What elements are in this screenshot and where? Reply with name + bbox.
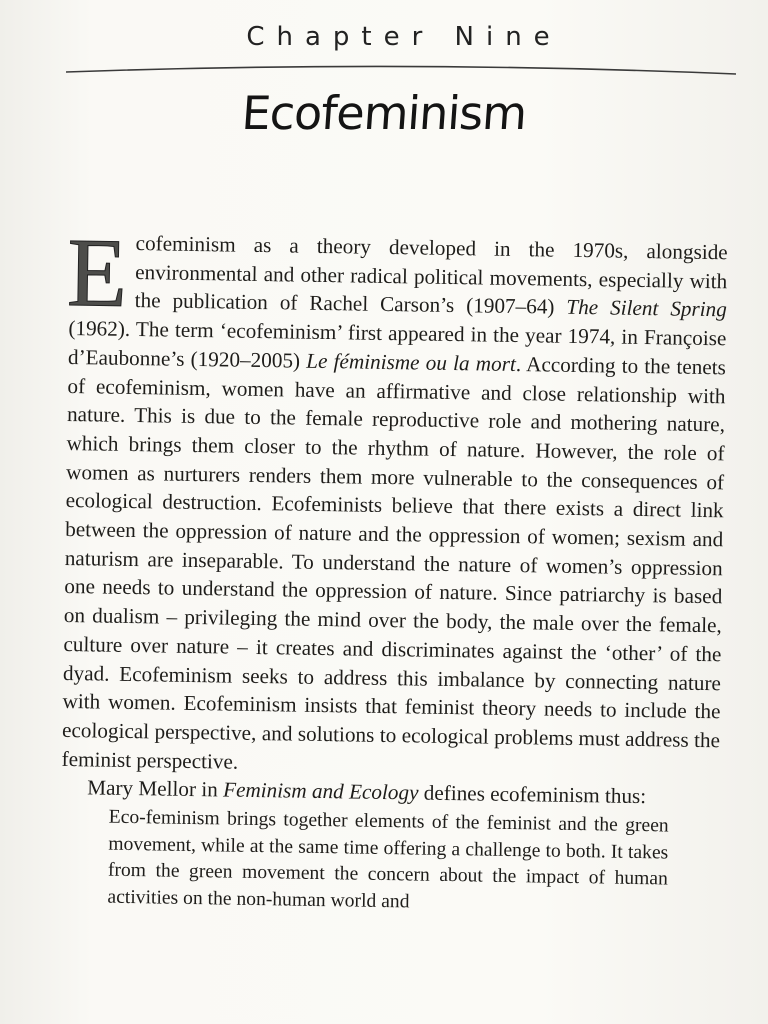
intro-text-3: . According to the tenets of ecofeminism, women have an affirmative and close relationship with nature. This is due to the female reproductive role and mothering nature, which brings them closer to the rhythm of nature. However, the role of women as nurturers renders them more vulnerable to the consequences of ecological destruction. Ecofeminists believe that there exists a direct link between the oppression of nature and the oppression of women; sexism and naturism are inseparable. To understand the nature of women’s oppression one needs to understand the oppression of nature. Since patriarchy is based on dualism – privileging the mind over the body, the male over the female, culture over nature – it creates and discriminates against the ‘other’ of the dyad. Ecofeminism seeks to address this imbalance by connecting nature with women. Ecofeminism insists that feminist theory needs to include the ecological perspective, and solutions to ecological problems must address the feminist perspective. bbox=[61, 351, 727, 774]
carson-book-title: The Silent Spring bbox=[566, 295, 728, 322]
block-quote: Eco-feminism brings together elements of the feminist and the green movement, while at the same time offering a challenge to both. It takes from the green movement the concern about the impact of human activities on the non-human world and bbox=[107, 806, 669, 912]
drop-cap: E bbox=[66, 218, 129, 328]
intro-text-1: cofeminism as a theory developed in the 1970s, alongside environmental and other radical political movements, especially with the publication of Rachel Carson’s (1907–64) bbox=[134, 231, 728, 320]
intro-text-2: (1962). The term ‘ecofeminism’ first appeared in the year 1974, in Françoise d’Eaubonne’s (1920–2005) bbox=[67, 316, 727, 373]
chapter-label: Chapter Nine bbox=[246, 22, 562, 52]
mellor-book-title: Feminism and Ecology bbox=[222, 777, 419, 805]
intro-paragraph bbox=[61, 218, 728, 784]
mellor-text-1: Mary Mellor in bbox=[87, 775, 224, 802]
body-text bbox=[59, 218, 728, 920]
chapter-rule bbox=[66, 60, 736, 78]
mellor-text-2: defines ecofeminism thus: bbox=[418, 780, 647, 809]
eaubonne-book-title: Le féminisme ou la mort bbox=[306, 348, 517, 376]
chapter-title: Ecofeminism bbox=[239, 86, 529, 140]
